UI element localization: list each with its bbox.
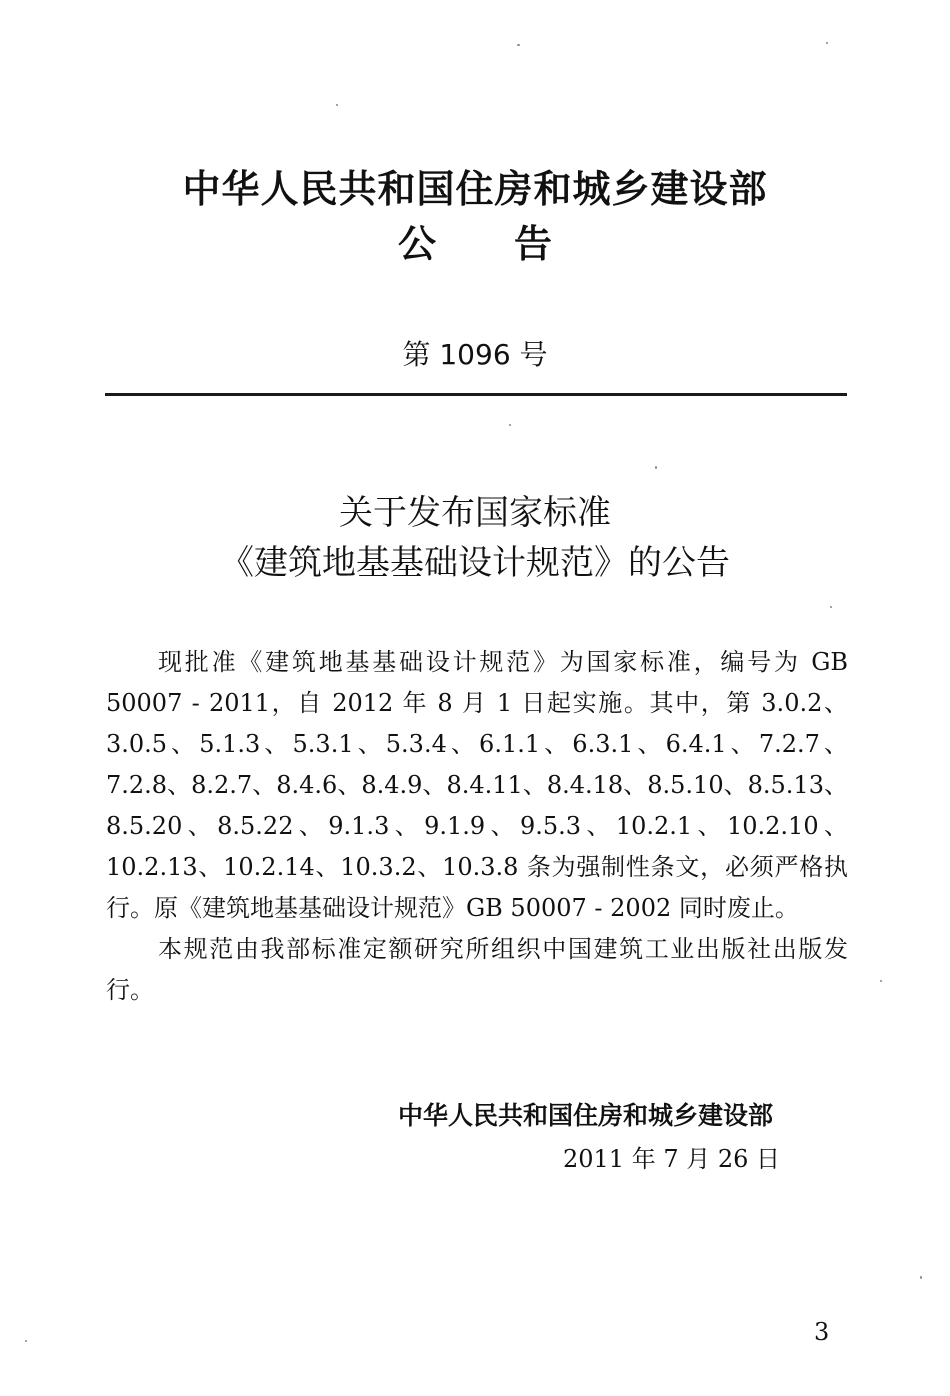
body-paragraph-2: 本规范由我部标准定额研究所组织中国建筑工业出版社出版发行。 — [106, 935, 848, 1004]
notice-subject — [0, 488, 950, 588]
notice-title: 公告 — [397, 222, 630, 266]
scan-speck — [880, 980, 882, 982]
subject-line-2: 《建筑地基基础设计规范》的公告 — [220, 543, 730, 583]
scan-speck — [826, 42, 828, 44]
scan-speck — [830, 606, 832, 608]
notice-body — [106, 642, 848, 1011]
scan-speck — [517, 44, 520, 46]
scan-speck — [25, 1340, 27, 1342]
ministry-title: 中华人民共和国住房和城乡建设部 — [182, 167, 768, 211]
scan-speck — [920, 1276, 922, 1279]
scan-speck — [336, 104, 338, 106]
scan-speck — [655, 466, 657, 469]
notice-number: 第 1096 号 — [402, 338, 548, 371]
issuer-signature: 中华人民共和国住房和城乡建设部 — [398, 1101, 774, 1130]
body-paragraph-1: 现批准《建筑地基基础设计规范》为国家标准，编号为 GB 50007 - 2011，自 2012 年 8 月 1 日起实施。其中，第 3.0.2、3.0.5、5.1.3、5.3.1、5.3.4、6.1.1、6.3.1、6.4.1、7.2.7、7.2.8、8.2.7、8.4.6、8.4.9、8.4.11、8.4.18、8.5.10、8.5.13、8.5.20、8.5.22、9.1.3、9.1.9、9.5.3、10.2.1、10.2.10、10.2.13、10.2.14、10.3.2、10.3.8 条为强制性条文，必须严格执行。原《建筑地基基础设计规范》GB 50007 - 2002 同时废止。 — [106, 648, 848, 922]
header-divider — [105, 393, 847, 396]
scan-speck — [509, 424, 511, 426]
issue-date: 2011 年 7 月 26 日 — [563, 1145, 781, 1173]
subject-line-1: 关于发布国家标准 — [339, 493, 611, 533]
page-number: 3 — [814, 1318, 830, 1346]
